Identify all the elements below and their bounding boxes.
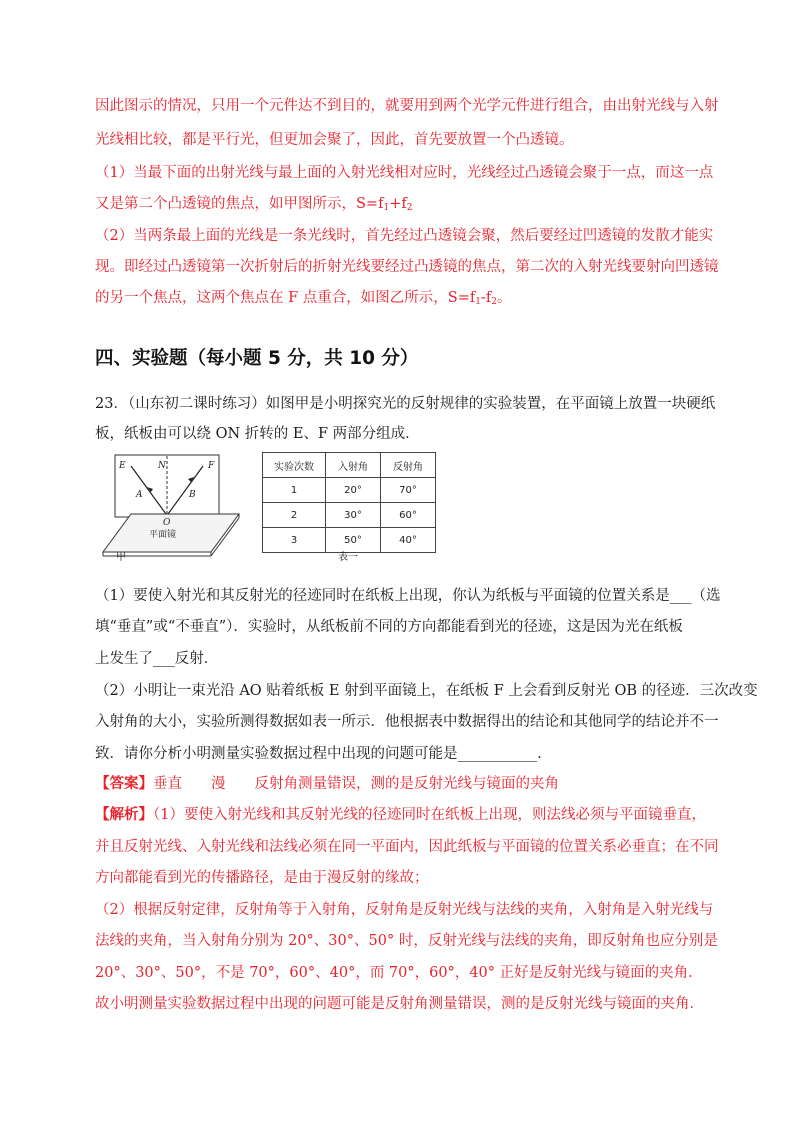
label-O: O [163,518,171,528]
table-row [263,503,436,528]
table-cell: 1 [263,478,326,503]
analysis-line-5: 法线的夹角，当入射角分别为 20°、30°、50° 时，反射光线与法线的夹角，即反射角也应分别是 [95,933,718,949]
analysis-line-7: 故小明测量实验数据过程中出现的问题可能是反射角测量错误，测的是反射光线与镜面的夹角． [95,996,704,1012]
table-cell: 3 [263,528,326,553]
explanation-line-1: 因此图示的情况，只用一个元件达不到目的，就要用到两个光学元件进行组合，由出射光线与入射 [95,98,719,114]
answer-text: 垂直 漫 反射角测量错误，测的是反射光线与镜面的夹角 [153,776,559,792]
part1-line-1: （1）要使入射光和其反射光的径迹同时在纸板上出现，你认为纸板与平面镜的位置关系是___（选 [95,588,721,604]
analysis-line-1: 【解析】（1）要使入射光线和其反射光线的径迹同时在纸板上出现，则法线必须与平面镜垂直， [95,806,706,823]
label-F: F [208,461,215,471]
part2-line-1: （2）小明让一束光沿 AO 贴着纸板 E 射到平面镜上，在纸板 F 上会看到反射光 OB 的径迹．三次改变 [95,683,758,699]
table-caption: 表一 [338,552,358,563]
figure-a-caption: 甲 [116,552,126,563]
part1-line-2: 填“垂直”或“不垂直”）．实验时，从纸板前不同的方向都能看到光的径迹，这是因为光在纸板 [95,619,683,635]
table-cell: 2 [263,503,326,528]
reflected-ray [168,466,203,514]
explanation-line-6: 现。即经过凸透镜第一次折射后的折射光线要经过凸透镜的焦点，第二次的入射光线要射向凹透镜 [95,259,719,275]
analysis-line-4: （2）根据反射定律，反射角等于入射角，反射角是反射光线与法线的夹角，入射角是入射光线与 [95,902,714,918]
explanation-line-7: 的另一个焦点，这两个焦点在 F 点重合，如图乙所示，$S=f_1-f_2$。 [95,290,512,307]
question-line-1: 23．（山东初二课时练习）如图甲是小明探究光的反射规律的实验装置，在平面镜上放置一块硬纸 [95,396,716,412]
table-cell: 50° [326,528,381,553]
explanation-line-4: 又是第二个凸透镜的焦点，如甲图所示，$S=f_1+f_2$ [95,196,413,213]
analysis-line-2: 并且反射光线、入射光线和法线必须在同一平面内，因此纸板与平面镜的位置关系必垂直；在不同 [95,839,719,855]
table-cell: 70° [381,478,436,503]
table-header-cell: 入射角 [326,453,381,478]
explanation-line-2: 光线相比较，都是平行光，但更加会聚了，因此，首先要放置一个凸透镜。 [95,132,574,148]
table-header-row [263,453,436,478]
section-title: 四、实验题（每小题 5 分，共 10 分） [95,348,419,369]
answer-label: 【答案】 [95,775,153,792]
part2-line-2: 入射角的大小，实验所测得数据如表一所示．他根据表中数据得出的结论和其他同学的结论并不一 [95,714,719,730]
table-cell: 60° [381,503,436,528]
answer-line [95,774,559,794]
analysis-line-3: 方向都能看到光的传播路径，是由于漫反射的缘故； [95,870,429,886]
analysis-label: 【解析】 [95,806,153,823]
label-A: A [136,490,143,500]
table-cell: 20° [326,478,381,503]
data-table [262,452,436,553]
analysis-line-6: 20°、30°、50°，不是 70°，60°、40°，而 70°，60°，40° 正好是反射光线与镜面的夹角． [95,965,703,981]
part2-line-3: 致．请你分析小明测量实验数据过程中出现的问题可能是___________． [95,746,552,762]
explanation-line-3: （1）当最下面的出射光线与最上面的入射光线相对应时，光线经过凸透镜会聚于一点，而这一点 [95,165,714,181]
table-cell: 30° [326,503,381,528]
label-N: N' [158,461,169,471]
label-B: B [189,490,196,500]
table-header-cell: 反射角 [381,453,436,478]
table-row [263,478,436,503]
table-cell: 40° [381,528,436,553]
table-header-cell: 实验次数 [263,453,326,478]
explanation-line-5: （2）当两条最上面的光线是一条光线时，首先经过凸透镜会聚，然后要经过凹透镜的发散才能实 [95,228,714,244]
mirror-label: 平面镜 [149,530,177,540]
question-line-2: 板，纸板由可以绕 ON 折转的 E、F 两部分组成． [95,426,420,442]
part1-line-3: 上发生了___反射． [95,651,219,667]
label-E: E [119,461,126,471]
